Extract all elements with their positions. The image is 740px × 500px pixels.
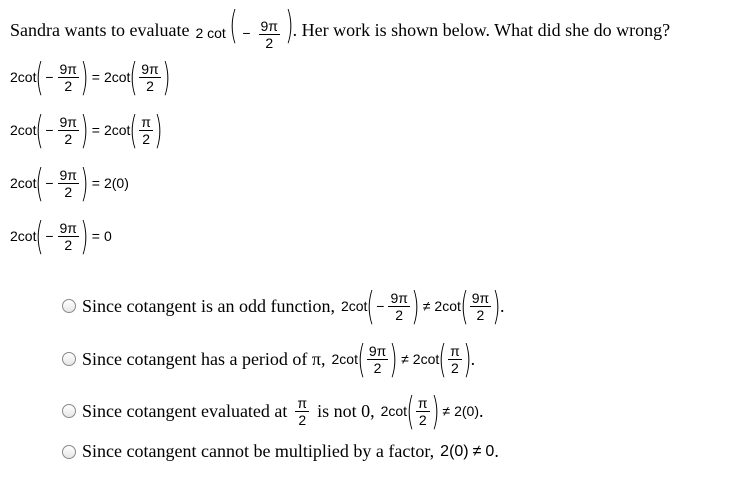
radio-button-a[interactable] <box>62 299 76 313</box>
option-d[interactable]: Since cotangent cannot be multiplied by a factor, 2(0) ≠ 0 . <box>62 441 499 462</box>
work-line-3: 2 cot ( − $\frac{9\pi}{2}$ ) = 2(0) <box>10 161 129 205</box>
radio-button-d[interactable] <box>62 445 76 459</box>
question-text <box>10 3 671 53</box>
radio-button-b[interactable] <box>62 352 76 366</box>
question-outro: . Her work is shown below. What did she do wrong? <box>292 19 671 40</box>
question-intro: Sandra wants to evaluate <box>10 19 190 40</box>
option-b[interactable]: Since cotangent has a period of π, 2cot ( $\frac{9\pi}{2}$ ) ≠ 2cot ( $\frac{\pi}{2}$ ) . <box>62 340 475 378</box>
work-line-1: 2 cot ( − $\frac{9\pi}{2}$ ) = 2cot ( $\frac{9\pi}{2}$ ) <box>10 55 171 99</box>
option-c[interactable]: Since cotangent evaluated at $\frac{\pi}{2}$ is not 0, 2cot ( $\frac{\pi}{2}$ ) ≠ 2(0) . <box>62 392 484 430</box>
work-line-4: 2 cot ( − $\frac{9\pi}{2}$ ) = 0 <box>10 214 112 258</box>
question-expression: 2 cot ( − $\frac{9\pi}{2}$ ) <box>195 3 294 51</box>
option-a[interactable]: Since cotangent is an odd function, 2cot ( − $\frac{9\pi}{2}$ ) ≠ 2cot ( $\frac{9\pi}{2}$ ) . <box>62 287 504 325</box>
radio-button-c[interactable] <box>62 404 76 418</box>
work-line-2: 2 cot ( − $\frac{9\pi}{2}$ ) = 2cot ( $\frac{\pi}{2}$ ) <box>10 108 163 152</box>
